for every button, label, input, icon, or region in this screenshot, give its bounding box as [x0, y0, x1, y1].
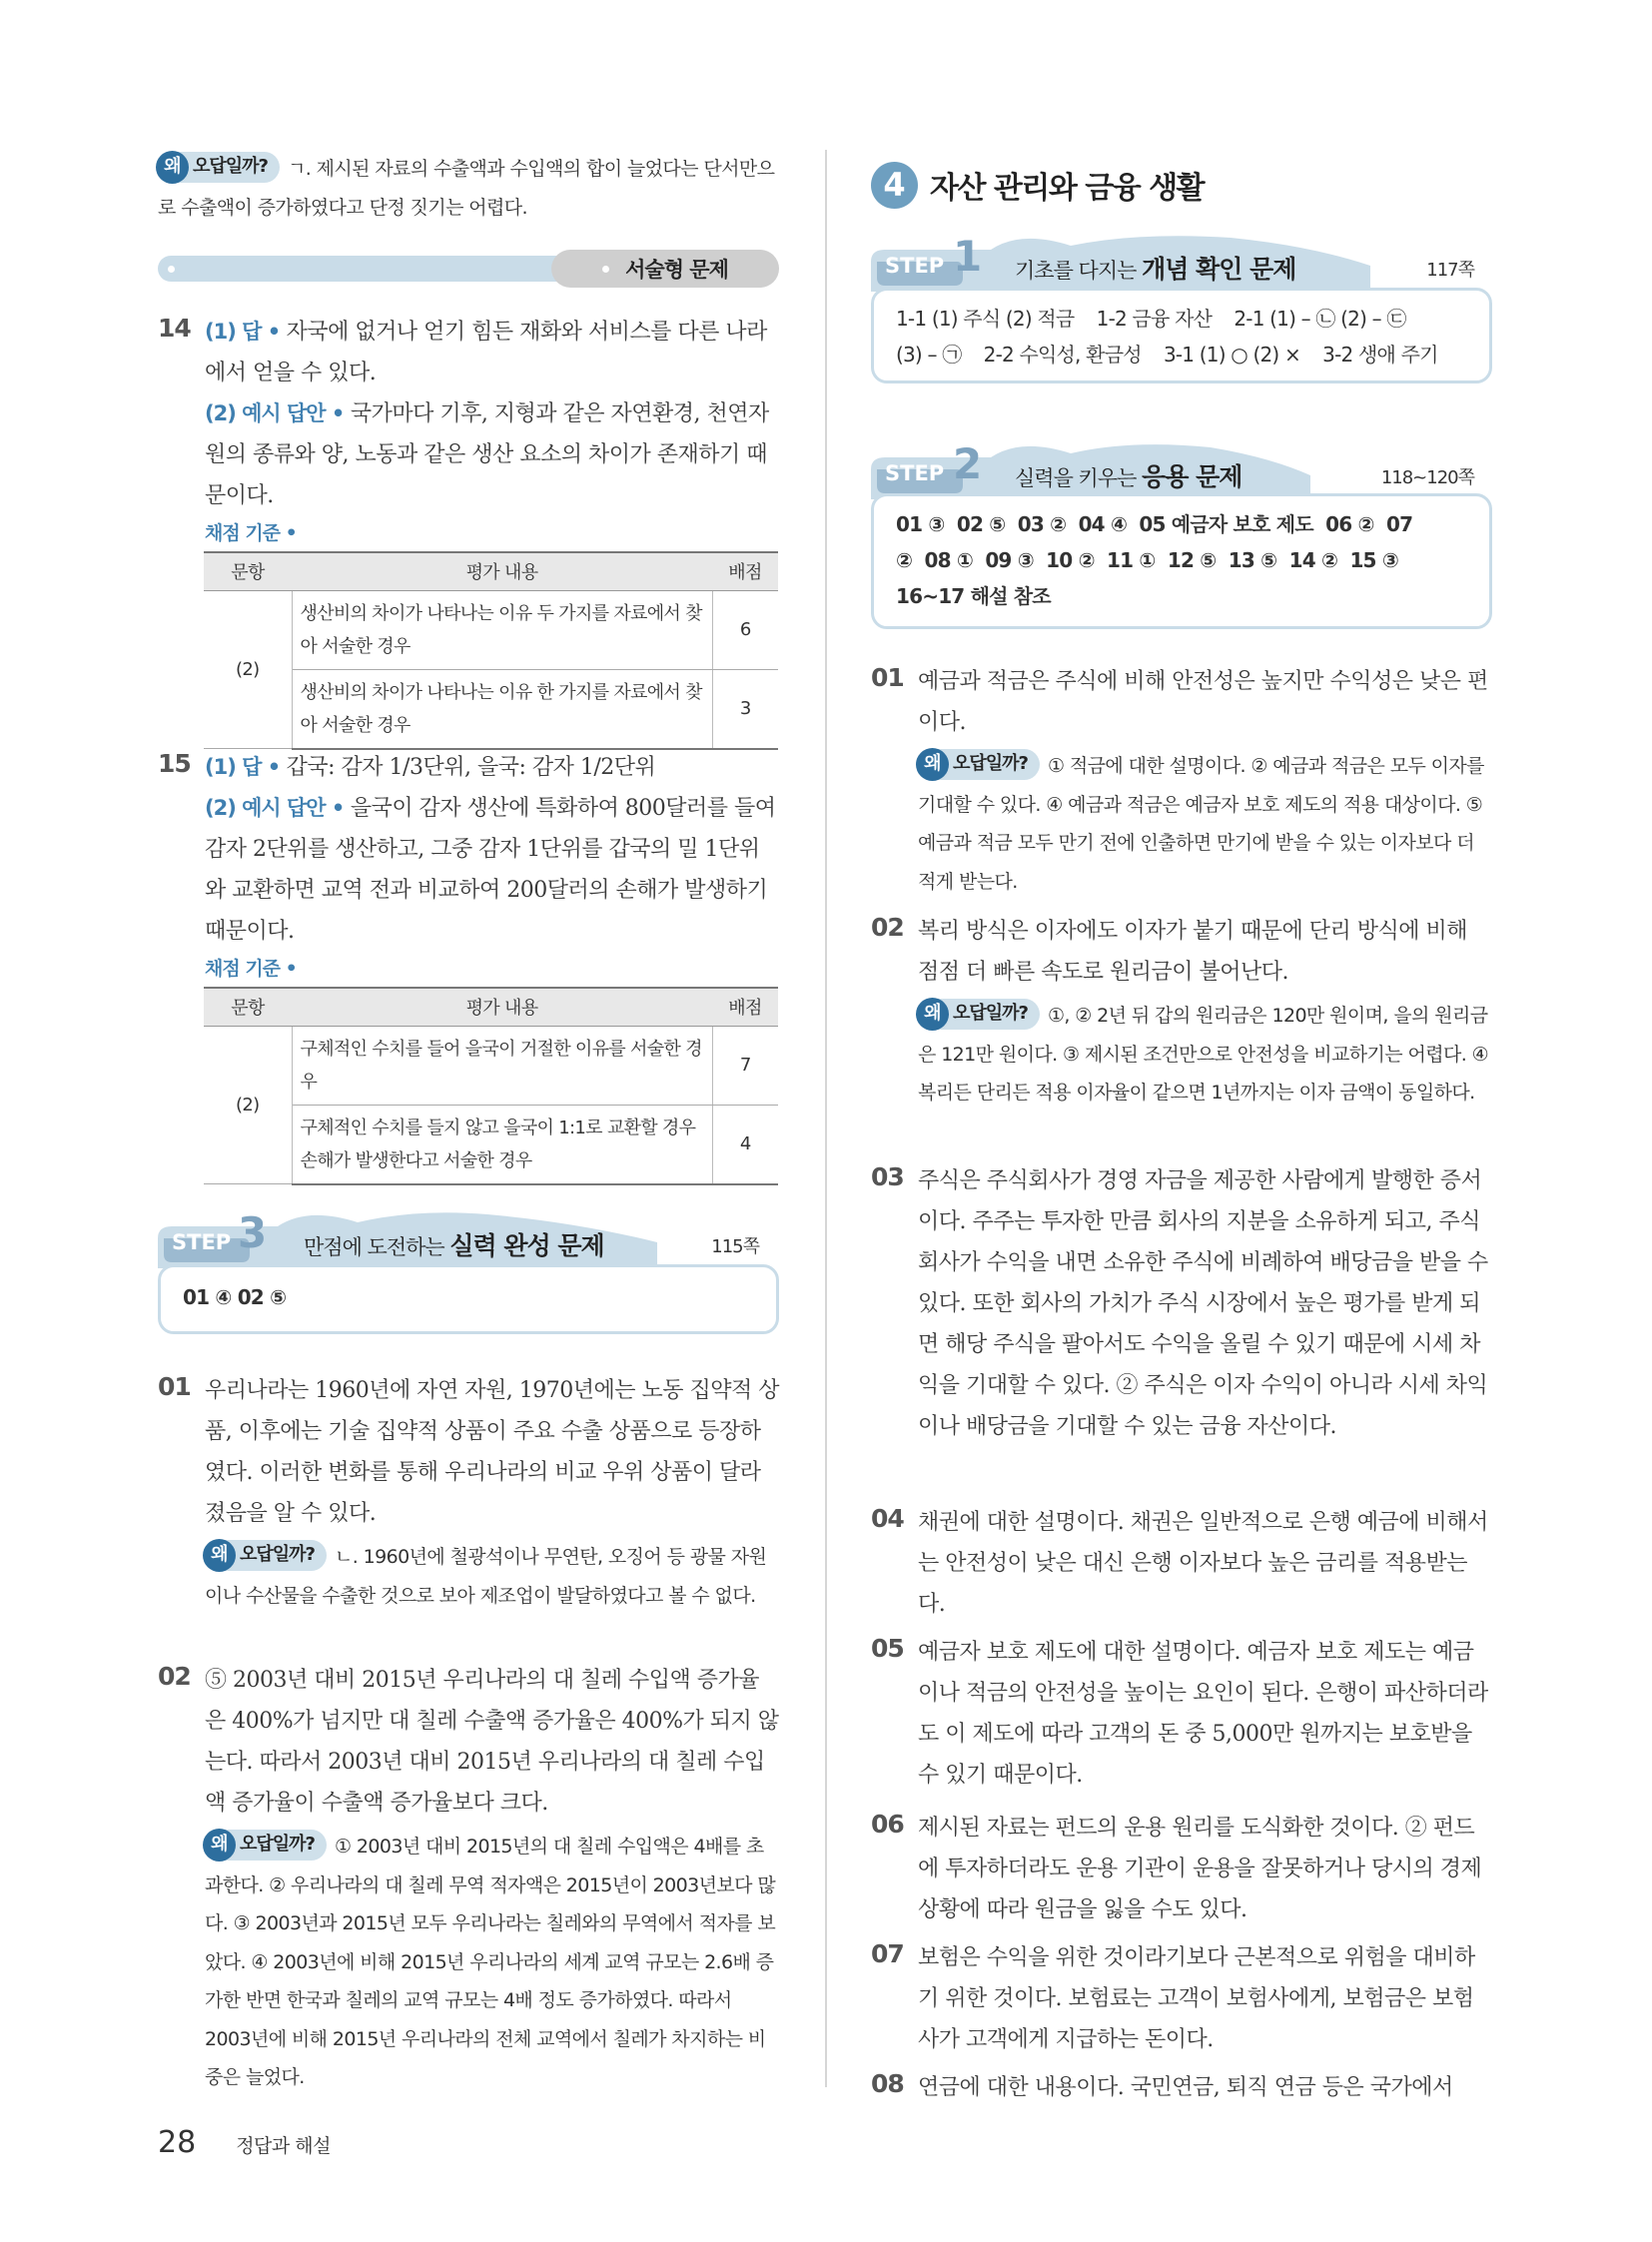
- why-badge: 왜 오답일까?: [918, 749, 1040, 780]
- step-label: STEP: [885, 254, 945, 278]
- top-why-note: [158, 150, 779, 227]
- answer-part-1: (1) 답 • 갑국: 감자 1/3단위, 을국: 감자 1/2단위: [205, 755, 656, 780]
- why-wrong: 왜 오답일까? ① 적금에 대한 설명이다. ② 예금과 적금은 모두 이자를 기대할 수 있다. ④ 예금과 적금은 예금자 보호 제도의 적용 대상이다. ⑤ 예금과 적금 모두 만기 전에 인출하면 만기에 받을 수 있는 이자보다 더 적게 받는다.: [871, 747, 1492, 901]
- explanation-text: 채권에 대한 설명이다. 채권은 일반적으로 은행 예금에 비해서는 안전성이 낮은 대신 은행 이자보다 높은 금리를 적용받는다.: [918, 1510, 1488, 1617]
- scoring-table-14: 문항 평가 내용 배점 (2) 생산비의 차이가 나타나는 이유 두 가지를 자료에서 찾아 서술한 경우 6 생산비의 차이가 나타나는 이유 한 가지를 자료에서 찾아 서술한 경우 3: [204, 551, 778, 750]
- why-wrong: 왜 오답일까? ㄴ. 1960년에 철광석이나 무연탄, 오징어 등 광물 자원이나 수산물을 수출한 것으로 보아 제조업이 발달하였다고 볼 수 없다.: [158, 1538, 779, 1615]
- question-number: 07: [871, 1939, 904, 1968]
- question-number: 14: [158, 314, 191, 343]
- why-badge: 왜 오답일까?: [158, 152, 280, 183]
- explanation-text: 연금에 대한 내용이다. 국민연금, 퇴직 연금 등은 국가에서: [918, 2075, 1453, 2100]
- section-bar: [158, 250, 779, 288]
- step1-answer-box: 1-1 (1) 주식 (2) 적금 1-2 금융 자산 2-1 (1) – ㉡ (2) – ㉢ (3) – ㉠ 2-2 수익성, 환금성 3-1 (1) ○ (2) × 3-2 생애 주기: [871, 288, 1492, 383]
- question-number: 02: [871, 913, 904, 942]
- explanation-text: 복리 방식은 이자에도 이자가 붙기 때문에 단리 방식에 비해 점점 더 빠른 속도로 원리금이 불어난다.: [918, 919, 1467, 985]
- question-number: 01: [158, 1372, 191, 1401]
- question-number: 01: [871, 663, 904, 692]
- step-number: 2: [953, 439, 983, 488]
- column-divider: [825, 150, 827, 2087]
- explanation-text: 예금자 보호 제도에 대한 설명이다. 예금자 보호 제도는 예금이나 적금의 안전성을 높이는 요인이 된다. 은행이 파산하더라도 이 제도에 따라 고객의 돈 중 5,000만 원까지는 보호받을 수 있기 때문이다.: [918, 1640, 1488, 1788]
- step-page-ref: 118~120쪽: [1380, 467, 1474, 488]
- question-number: 06: [871, 1810, 904, 1839]
- why-badge: 왜 오답일까?: [918, 999, 1040, 1030]
- scoring-table-15: 문항 평가 내용 배점 (2) 구체적인 수치를 들어 을국이 거절한 이유를 서술한 경우 7 구체적인 수치를 들지 않고 을국이 1:1로 교환할 경우 손해가 발생한다고 서술한 경우 4: [204, 987, 778, 1185]
- explanation-text: 예금과 적금은 주식에 비해 안전성은 높지만 수익성은 낮은 편이다.: [918, 669, 1488, 735]
- why-wrong: 왜 오답일까? ① 2003년 대비 2015년의 대 칠레 수입액은 4배를 초과한다. ② 우리나라의 대 칠레 무역 적자액은 2015년이 2003년보다 많다. ③ 2003년과 2015년 모두 우리나라는 칠레와의 무역에서 적자를 보았다. ④ 2003년에 비해 2015년 우리나라의 세계 교역 규모는 2.6배 증가한 반면 한국과 칠레의 교역 규모는 4배 정도 증가하였다. 따라서 2003년에 비해 2015년 우리나라의 전체 교역에서 칠레가 차지하는 비중은 늘었다.: [158, 1828, 779, 2097]
- footer-label: 정답과 해설: [236, 2135, 331, 2157]
- step3-answer-box: 01 ④ 02 ⑤: [158, 1264, 779, 1334]
- step-label: STEP: [885, 461, 945, 485]
- step-page-ref: 115쪽: [711, 1236, 759, 1257]
- answer-05: [871, 1632, 1492, 1796]
- why-badge: 왜 오답일까?: [205, 1540, 327, 1571]
- answer-06: [871, 1808, 1492, 1930]
- answer-08: [871, 2067, 1492, 2108]
- step1-section: [871, 232, 1492, 391]
- explanation-text: ⑤ 2003년 대비 2015년 우리나라의 대 칠레 수입액 증가율은 400%가 넘지만 대 칠레 수출액 증가율은 400%가 되지 않는다. 따라서 2003년 대비 2015년 우리나라의 대 칠레 수입액 증가율이 수출액 증가율보다 크다.: [205, 1668, 779, 1816]
- criteria-label: 채점 기준 •: [205, 522, 297, 544]
- step-label: STEP: [172, 1230, 232, 1254]
- criteria-label: 채점 기준 •: [205, 958, 297, 980]
- question-number: 08: [871, 2069, 904, 2098]
- page-number: 28: [158, 2125, 197, 2160]
- unit-number: 4: [871, 162, 918, 209]
- answer-02: [871, 911, 1492, 1113]
- step-page-ref: 117쪽: [1426, 260, 1474, 281]
- page-footer: [158, 2125, 331, 2160]
- step3-section: [158, 1208, 779, 1343]
- answer-02: [158, 1660, 779, 2097]
- section-title: 서술형 문제: [625, 258, 728, 282]
- answer-07: [871, 1937, 1492, 2060]
- answer-04: [871, 1502, 1492, 1625]
- step-title: 실력을 키우는 응용 문제: [1015, 462, 1242, 491]
- question-number: 15: [158, 749, 191, 778]
- step-number: 3: [238, 1208, 268, 1257]
- question-number: 04: [871, 1504, 904, 1533]
- answer-03: [871, 1160, 1492, 1447]
- answer-01: [158, 1370, 779, 1615]
- question-15: [158, 747, 779, 981]
- question-number: 02: [158, 1662, 191, 1691]
- step-title: 기초를 다지는 개념 확인 문제: [1015, 255, 1296, 284]
- question-number: 03: [871, 1162, 904, 1191]
- answer-part-2: (2) 예시 답안 • 국가마다 기후, 지형과 같은 자연환경, 천연자원의 종류와 양, 노동과 같은 생산 요소의 차이가 존재하기 때문이다.: [205, 401, 769, 508]
- question-14: [158, 312, 779, 545]
- answer-01: [871, 661, 1492, 901]
- why-note-text: ㄱ. 제시된 자료의 수출액과 수입액의 합이 늘었다는 단서만으로 수출액이 증가하였다고 단정 짓기는 어렵다.: [158, 158, 775, 219]
- why-wrong: 왜 오답일까? ①, ② 2년 뒤 갑의 원리금은 120만 원이며, 을의 원리금은 121만 원이다. ③ 제시된 조건만으로 안전성을 비교하기는 어렵다. ④ 복리든 단리든 적용 이자율이 같으면 1년까지는 이자 금액이 동일하다.: [871, 997, 1492, 1113]
- unit-header: [871, 160, 1204, 210]
- explanation-text: 주식은 주식회사가 경영 자금을 제공한 사람에게 발행한 증서이다. 주주는 투자한 만큼 회사의 지분을 소유하게 되고, 주식회사가 수익을 내면 소유한 주식에 비례하여 배당금을 받을 수 있다. 또한 회사의 가치가 주식 시장에서 높은 평가를 받게 되면 해당 주식을 팔아서도 수익을 올릴 수 있기 때문에 시세 차익을 기대할 수 있다. ② 주식은 이자 수익이 아니라 시세 차익이나 배당금을 기대할 수 있는 금융 자산이다.: [918, 1168, 1488, 1439]
- step-number: 1: [953, 232, 983, 281]
- step-title: 만점에 도전하는 실력 완성 문제: [304, 1231, 604, 1260]
- answer-part-1: (1) 답 • 자국에 없거나 얻기 힘든 재화와 서비스를 다른 나라에서 얻을 수 있다.: [205, 320, 767, 385]
- answer-part-2: (2) 예시 답안 • 을국이 감자 생산에 특화하여 800달러를 들여 감자 2단위를 생산하고, 그중 감자 1단위를 갑국의 밀 1단위와 교환하면 교역 전과 비교하여 200달러의 손해가 발생하기 때문이다.: [205, 796, 776, 944]
- explanation-text: 제시된 자료는 펀드의 운용 원리를 도식화한 것이다. ② 펀드에 투자하더라도 운용 기관이 운용을 잘못하거나 당시의 경제 상황에 따라 원금을 잃을 수도 있다.: [918, 1816, 1482, 1922]
- why-badge: 왜 오답일까?: [205, 1830, 327, 1861]
- explanation-text: 우리나라는 1960년에 자연 자원, 1970년에는 노동 집약적 상품, 이후에는 기술 집약적 상품이 주요 수출 상품으로 등장하였다. 이러한 변화를 통해 우리나라의 비교 우위 상품이 달라졌음을 알 수 있다.: [205, 1378, 779, 1526]
- step2-section: [871, 439, 1492, 619]
- unit-title: 자산 관리와 금융 생활: [930, 171, 1205, 206]
- question-number: 05: [871, 1634, 904, 1663]
- step2-answer-box: 01 ③ 02 ⑤ 03 ② 04 ④ 05 예금자 보호 제도 06 ② 07 ② 08 ① 09 ③ 10 ② 11 ① 12 ⑤ 13 ⑤ 14 ② 15 ③ 16~17 해설 참조: [871, 493, 1492, 629]
- explanation-text: 보험은 수익을 위한 것이라기보다 근본적으로 위험을 대비하기 위한 것이다. 보험료는 고객이 보험사에게, 보험금은 보험사가 고객에게 지급하는 돈이다.: [918, 1945, 1475, 2052]
